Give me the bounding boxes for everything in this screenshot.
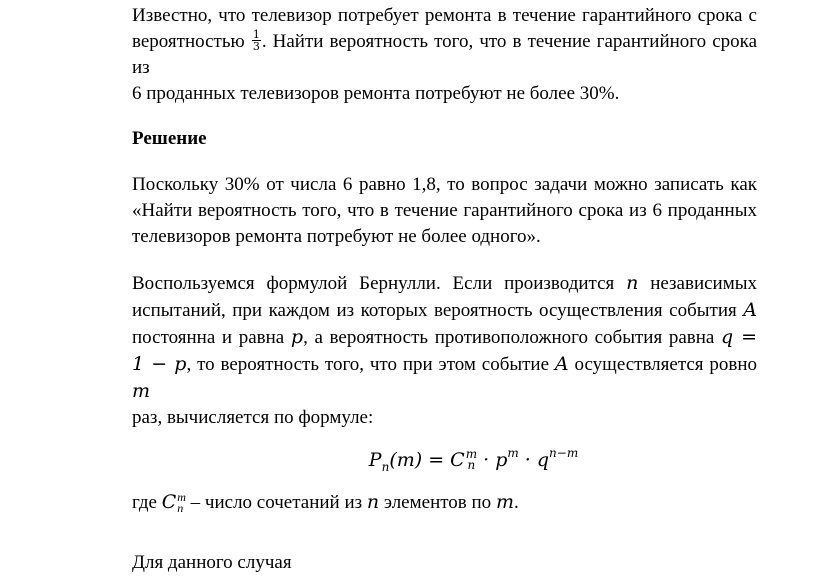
math-m: m bbox=[132, 380, 151, 402]
text-fragment: элементов по bbox=[383, 492, 492, 513]
formula-C-sup: m bbox=[465, 447, 478, 461]
math-C-indices bbox=[177, 489, 186, 515]
text-fragment: где bbox=[132, 492, 157, 513]
text-fragment: – число сочетаний из bbox=[190, 492, 363, 513]
probability-fraction bbox=[252, 29, 261, 52]
math-A-2: A bbox=[554, 353, 569, 375]
formula-P: P bbox=[368, 449, 382, 471]
problem-statement bbox=[132, 3, 757, 107]
text-fragment: постоянна и равна bbox=[132, 327, 285, 348]
problem-line-2-end: . Найти вероятность того, что в течение гарантийного срока из bbox=[132, 31, 758, 78]
formula-dot-q: · q bbox=[518, 449, 550, 471]
solution-heading: Решение bbox=[132, 128, 207, 149]
formula-C-sub: n bbox=[467, 458, 476, 472]
case-line: Для данного случая bbox=[132, 552, 292, 573]
text-fragment: , а вероятность противоположного события равна bbox=[303, 327, 715, 348]
combinations-line bbox=[132, 489, 757, 516]
solution-paragraph-2 bbox=[132, 270, 757, 431]
math-m-2: m bbox=[495, 491, 514, 513]
text-fragment: . bbox=[513, 492, 519, 513]
bernoulli-formula bbox=[132, 445, 757, 475]
solution-p2-line-3 bbox=[132, 324, 757, 351]
solution-p2-line-4 bbox=[132, 351, 757, 405]
solution-p2-line-1 bbox=[132, 270, 757, 297]
problem-line-2-start: вероятностью bbox=[132, 31, 245, 52]
text-fragment: Воспользуемся формулой Бернулли. Если производится bbox=[132, 273, 615, 294]
math-A: A bbox=[743, 299, 757, 321]
solution-p1-line-2: «Найти вероятность того, что в течение гарантийного срока из 6 проданных bbox=[132, 200, 757, 221]
formula-C-indices bbox=[466, 449, 477, 471]
formula-arg: (m) = C bbox=[389, 449, 465, 471]
text-fragment: осуществляется ровно bbox=[574, 354, 758, 375]
math-C-sub: n bbox=[177, 500, 184, 515]
math-n-2: n bbox=[366, 491, 380, 513]
solution-p2-line-5: раз, вычисляется по формуле: bbox=[132, 407, 374, 428]
formula-q-sup: n−m bbox=[549, 445, 579, 460]
math-q-equals: q = bbox=[721, 326, 758, 348]
problem-line-2 bbox=[132, 29, 757, 81]
fraction-numerator: 1 bbox=[252, 28, 260, 42]
problem-line-1: Известно, что телевизор потребует ремонта в течение гарантийного срока с bbox=[132, 5, 757, 26]
math-one-minus-p: 1 − p bbox=[132, 353, 187, 375]
math-C-sup: m bbox=[177, 489, 186, 504]
math-p: p bbox=[290, 326, 304, 348]
formula-p-sup: m bbox=[507, 445, 519, 460]
math-n: n bbox=[626, 272, 639, 294]
fraction-denominator: 3 bbox=[252, 40, 260, 54]
solution-p2-line-2 bbox=[132, 297, 757, 324]
text-fragment: испытаний, при каждом из которых вероятность осуществления события bbox=[132, 300, 737, 321]
formula-dot-p: · p bbox=[477, 449, 508, 471]
document-page bbox=[132, 2, 757, 576]
solution-paragraph-1 bbox=[132, 172, 757, 250]
problem-line-3: 6 проданных телевизоров ремонта потребуют не более 30%. bbox=[132, 83, 620, 104]
text-fragment: , то вероятность того, что при этом событие bbox=[186, 354, 550, 375]
formula-P-sub: n bbox=[381, 459, 390, 474]
combinations-note bbox=[132, 489, 757, 516]
solution-p1-line-1: Поскольку 30% от числа 6 равно 1,8, то вопрос задачи можно записать как bbox=[132, 174, 757, 195]
text-fragment: независимых bbox=[650, 273, 758, 294]
solution-p1-line-3: телевизоров ремонта потребуют не более одного». bbox=[132, 226, 541, 247]
math-C: C bbox=[161, 491, 177, 513]
